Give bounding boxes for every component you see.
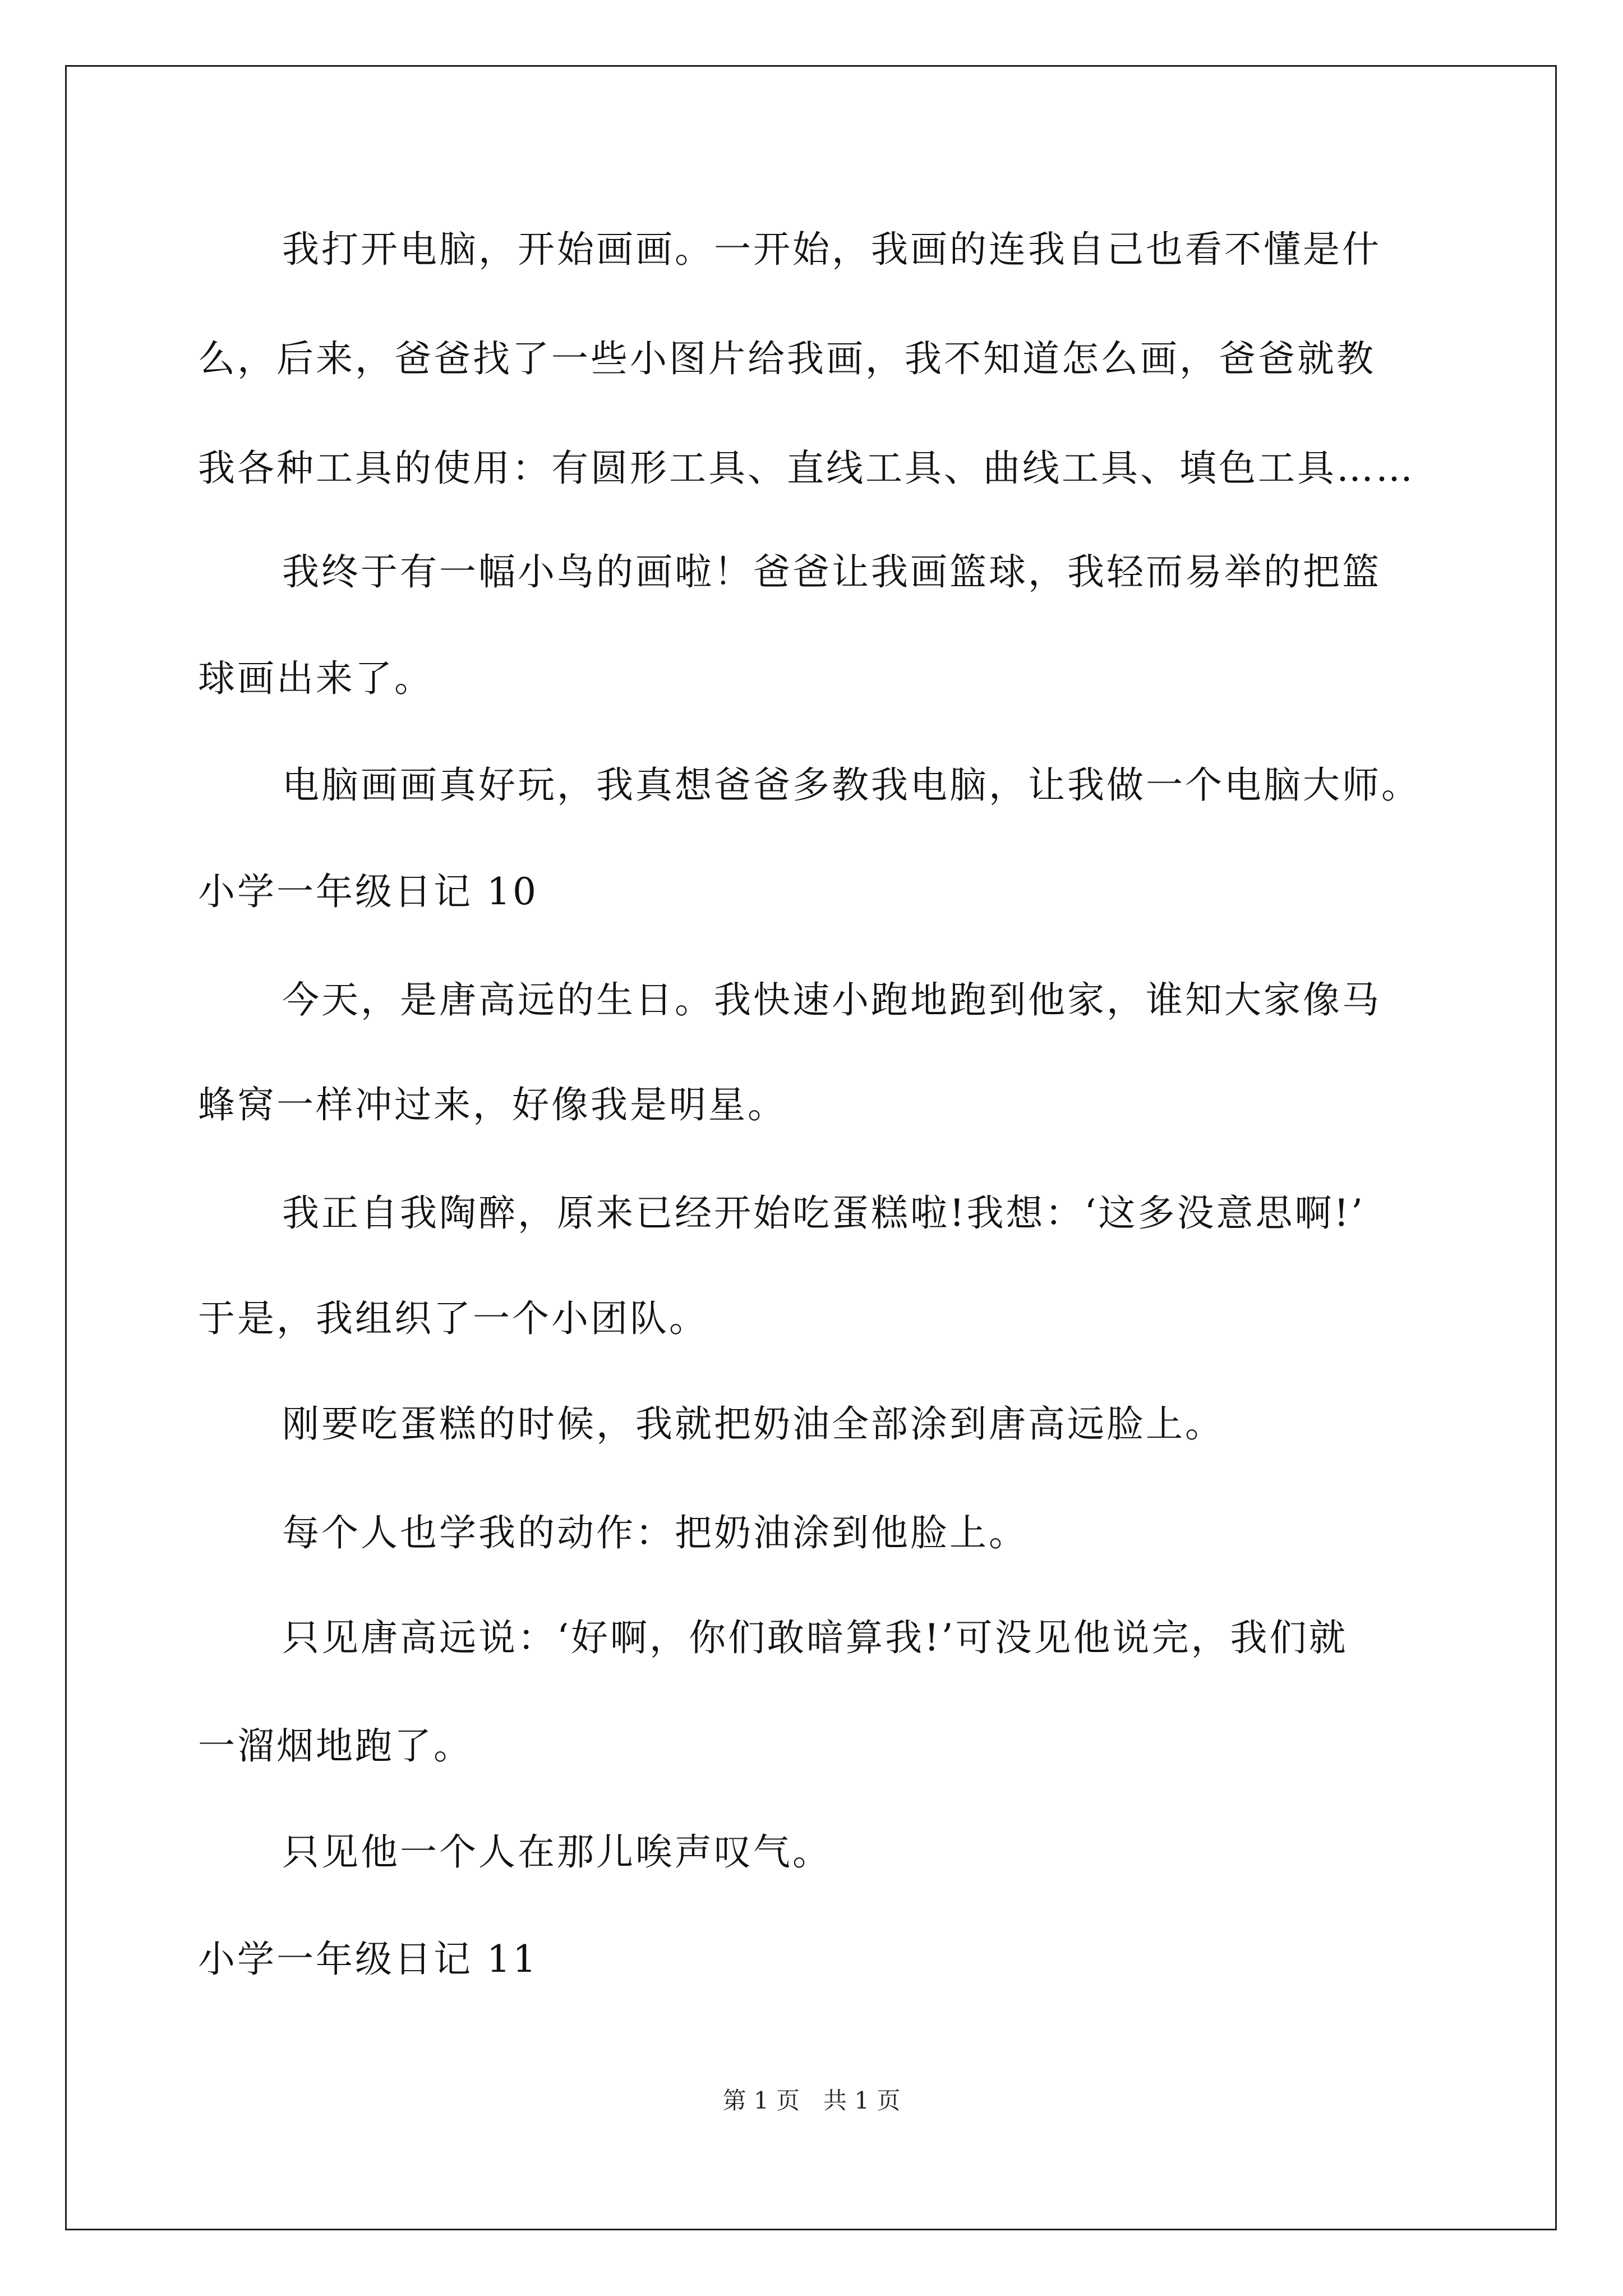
paragraph-line: 每个人也学我的动作：把奶油涂到他脸上。 — [282, 1511, 1028, 1554]
paragraph-line: 只见唐高远说：‘好啊，你们敢暗算我!’可没见他说完，我们就 — [282, 1616, 1348, 1659]
paragraph-line: 球画出来了。 — [198, 657, 434, 700]
section-heading: 小学一年级日记 11 — [198, 1938, 538, 1981]
paragraph-line: 今天，是唐高远的生日。我快速小跑地跑到他家，谁知大家像马 — [282, 978, 1381, 1022]
page-footer: 第 1 页 共 1 页 — [722, 2087, 901, 2114]
paragraph-line: 么，后来，爸爸找了一些小图片给我画，我不知道怎么画，爸爸就教 — [198, 337, 1376, 380]
paragraph-line: 我终于有一幅小鸟的画啦！爸爸让我画篮球，我轻而易举的把篮 — [282, 550, 1381, 593]
paragraph-line: 电脑画画真好玩，我真想爸爸多教我电脑，让我做一个电脑大师。 — [282, 763, 1421, 807]
paragraph-line: 我正自我陶醉，原来已经开始吃蛋糕啦!我想：‘这多没意思啊!’ — [282, 1191, 1366, 1235]
paragraph-line: 只见他一个人在那儿唉声叹气。 — [282, 1830, 832, 1874]
paragraph-line: 刚要吃蛋糕的时候，我就把奶油全部涂到唐高远脸上。 — [282, 1402, 1224, 1446]
section-heading: 小学一年级日记 10 — [198, 870, 538, 913]
paragraph-line: 于是，我组织了一个小团队。 — [198, 1297, 708, 1340]
paragraph-line: 我打开电脑，开始画画。一开始，我画的连我自己也看不懂是什 — [282, 228, 1381, 271]
paragraph-line: 我各种工具的使用：有圆形工具、直线工具、曲线工具、填色工具…… — [198, 447, 1415, 490]
paragraph-line: 蜂窝一样冲过来，好像我是明星。 — [198, 1083, 787, 1126]
page-border — [65, 65, 1557, 2230]
paragraph-line: 一溜烟地跑了。 — [198, 1724, 473, 1768]
